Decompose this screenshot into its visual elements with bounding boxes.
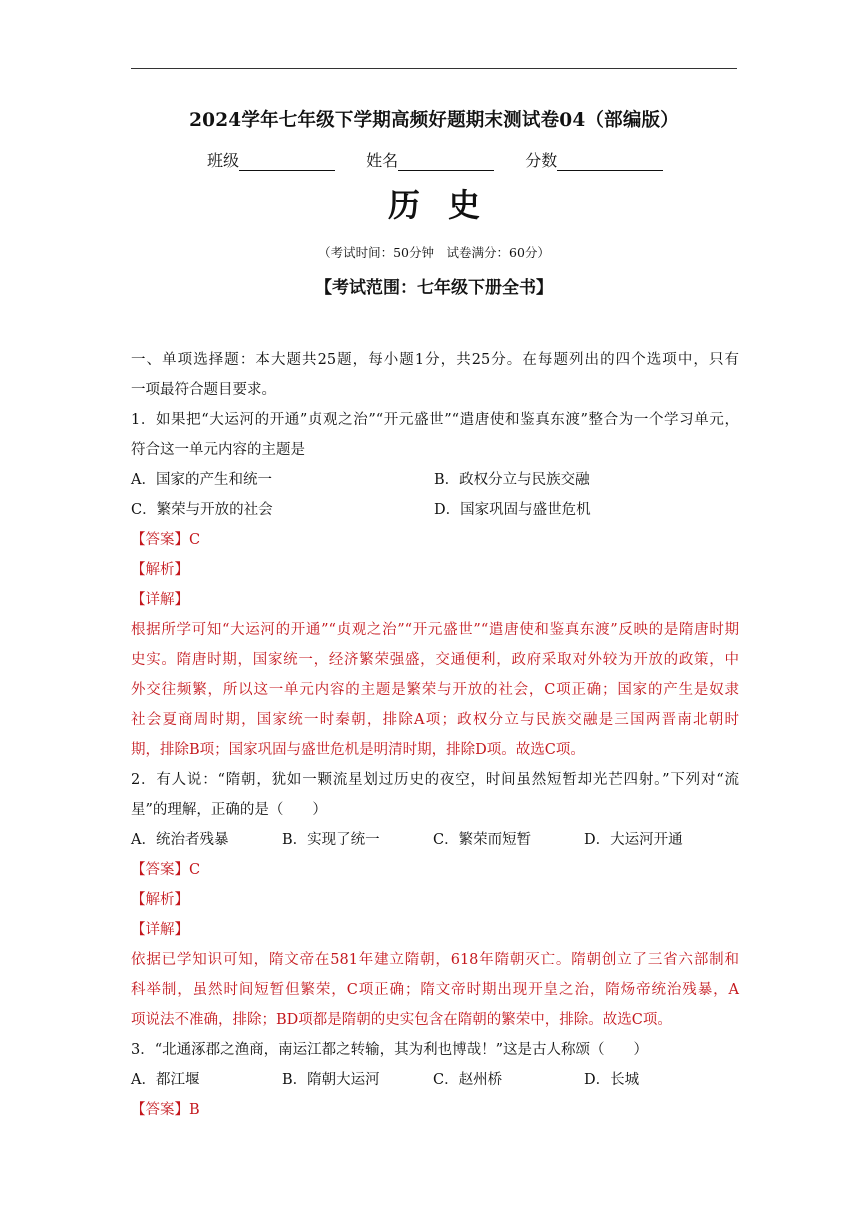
option-d: D．大运河开通 xyxy=(584,832,683,848)
name-blank[interactable] xyxy=(398,154,494,171)
class-blank[interactable] xyxy=(239,154,335,171)
question-stem-line: 2．有人说：“隋朝，犹如一颗流星划过历史的夜空，时间虽然短暂却光芒四射。”下列对“流 xyxy=(131,772,739,788)
option-b: B．政权分立与民族交融 xyxy=(434,472,590,488)
option-b: B．隋朝大运河 xyxy=(282,1072,380,1088)
detail-line: 社会夏商周时期，国家统一时秦朝，排除A项；政权分立与民族交融是三国两晋南北朝时 xyxy=(131,712,739,728)
detail-line: 依据已学知识可知，隋文帝在581年建立隋朝，618年隋朝灭亡。隋朝创立了三省六部制和 xyxy=(131,952,739,968)
answer-line: 【答案】C xyxy=(131,862,201,878)
answer-line: 【答案】C xyxy=(131,532,201,548)
exam-scope: 【考试范围：七年级下册全书】 xyxy=(315,278,553,298)
name-label: 姓名 xyxy=(366,151,399,170)
detail-line: 外交往频繁，所以这一单元内容的主题是繁荣与开放的社会，C项正确；国家的产生是奴隶 xyxy=(131,682,739,698)
student-info-line xyxy=(207,148,677,171)
answer-line: 【答案】B xyxy=(131,1102,200,1118)
option-row xyxy=(131,495,739,525)
detail-line: 史实。隋唐时期，国家统一，经济繁荣强盛，交通便利，政府采取对外较为开放的政策，中 xyxy=(131,652,739,668)
top-rule xyxy=(131,68,737,69)
analysis-label: 【解析】 xyxy=(131,562,189,578)
option-a: A．国家的产生和统一 xyxy=(131,472,272,488)
subject-heading: 历史 xyxy=(387,186,508,224)
option-a: A．统治者残暴 xyxy=(131,832,229,848)
option-d: D．长城 xyxy=(584,1072,640,1088)
exam-content xyxy=(131,345,739,1125)
option-c: C．繁荣而短暂 xyxy=(433,832,532,848)
question-stem-line: 符合这一单元内容的主题是 xyxy=(131,442,305,458)
section-intro-line: 一、单项选择题：本大题共25题，每小题1分，共25分。在每题列出的四个选项中，只有 xyxy=(131,352,739,368)
score-label: 分数 xyxy=(525,151,558,170)
detail-line: 科举制，虽然时间短暂但繁荣，C项正确；隋文帝时期出现开皇之治，隋炀帝统治残暴，A xyxy=(131,982,739,998)
class-label: 班级 xyxy=(207,151,240,170)
detail-line: 根据所学可知“大运河的开通”“贞观之治”“开元盛世”“遣唐使和鉴真东渡”反映的是隋唐时期 xyxy=(131,622,739,638)
option-a: A．都江堰 xyxy=(131,1072,200,1088)
detail-line: 期，排除B项；国家巩固与盛世危机是明清时期，排除D项。故选C项。 xyxy=(131,742,585,758)
option-b: B．实现了统一 xyxy=(282,832,380,848)
detail-label: 【详解】 xyxy=(131,922,189,938)
question-stem-line: 1．如果把“大运河的开通”贞观之治”“开元盛世”“遣唐使和鉴真东渡”整合为一个学习单元， xyxy=(131,412,739,428)
exam-meta: （考试时间：50分钟 试卷满分：60分） xyxy=(318,245,550,260)
detail-line: 项说法不准确，排除；BD项都是隋朝的史实包含在隋朝的繁荣中，排除。故选C项。 xyxy=(131,1012,672,1028)
option-row xyxy=(131,825,739,855)
detail-label: 【详解】 xyxy=(131,592,189,608)
question-stem-line: 星”的理解，正确的是（ ） xyxy=(131,802,327,818)
question-stem-line: 3．“北通涿郡之渔商，南运江都之转输，其为利也博哉！”这是古人称颂（ ） xyxy=(131,1042,649,1058)
option-row xyxy=(131,465,739,495)
exam-title: 2024学年七年级下学期高频好题期末测试卷04（部编版） xyxy=(189,110,679,131)
section-intro-line: 一项最符合题目要求。 xyxy=(131,382,276,398)
option-c: C．繁荣与开放的社会 xyxy=(131,502,273,518)
option-d: D．国家巩固与盛世危机 xyxy=(434,502,591,518)
option-row xyxy=(131,1065,739,1095)
analysis-label: 【解析】 xyxy=(131,892,189,908)
option-c: C．赵州桥 xyxy=(433,1072,503,1088)
score-blank[interactable] xyxy=(557,154,663,171)
